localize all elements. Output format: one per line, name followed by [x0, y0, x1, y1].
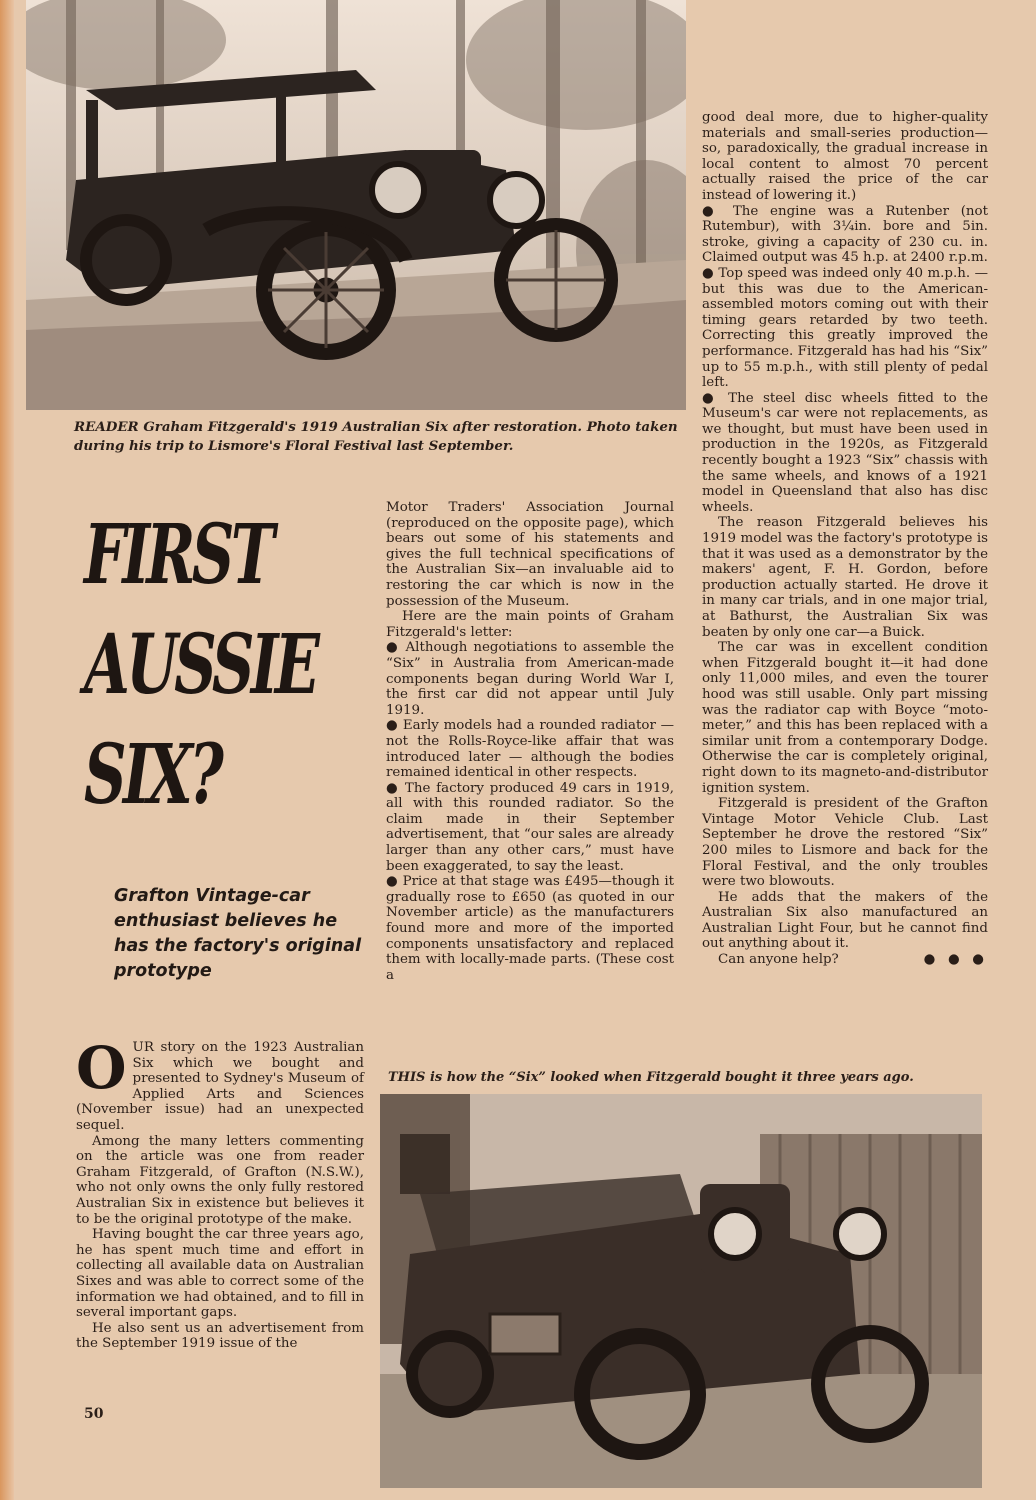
- paragraph: The reason Fitzgerald believes his 1919 model was the factory's prototype is that it was used as a demonstrator by the makers' agent, F. H. Gordon, before production actually started. He drove it in many car trials, and in one major trial, at Bathurst, the Australian Six was beaten by only one car—a Buick.: [702, 515, 988, 640]
- paragraph: Here are the main points of Graham Fitzgerald's letter:: [386, 609, 674, 640]
- bullet-point: ● The engine was a Rutenber (not Rutembur), with 3¼in. bore and 5in. stroke, giving a capacity of 230 cu. in. Claimed output was 45 h.p. at 2400 r.p.m.: [702, 203, 988, 266]
- paragraph: [76, 1034, 364, 1134]
- paragraph: Motor Traders' Association Journal (reproduced on the opposite page), which bears out some of his statements and gives the full technical specifications of the Australian Six—an invaluable aid to restoring the car which is now in the possession of the Museum.: [386, 500, 674, 609]
- end-mark: ● ● ●: [923, 951, 988, 968]
- headline-line-3: SIX?: [84, 727, 221, 823]
- bullet-point: ● The factory produced 49 cars in 1919, all with this rounded radiator. So the claim made in their September advertisement, that “our sales are already larger than any other cars,” must have been exaggerated, to say the least.: [386, 780, 674, 874]
- deck-subheading: Grafton Vintage-car enthusiast believes he has the factory's original prototype: [114, 886, 362, 981]
- closing-line: [702, 952, 988, 968]
- paragraph: Fitzgerald is president of the Grafton Vintage Motor Vehicle Club. Last September he drove the restored “Six” 200 miles to Lismore and back for the Floral Festival, and the only troubles were two blowouts.: [702, 796, 988, 890]
- drop-cap: O: [76, 1034, 127, 1102]
- paragraph: good deal more, due to higher-quality materials and small-series production—so, paradoxically, the gradual increase in local content to almost 70 percent actually raised the price of the car instead of lowering it.): [702, 110, 988, 203]
- paragraph: He also sent us an advertisement from the September 1919 issue of the: [76, 1320, 364, 1352]
- page-number: 50: [84, 1406, 104, 1422]
- paragraph: Having bought the car three years ago, he has spent much time and effort in collecting all available data on Australian Sixes and was able to correct some of the information we had obtained, and to fill in several important gaps.: [76, 1227, 364, 1321]
- bottom-photo-caption: THIS is how the “Six” looked when Fitzgerald bought it three years ago.: [388, 1070, 914, 1085]
- article-column-3: [702, 110, 988, 968]
- paragraph: The car was in excellent condition when Fitzgerald bought it—it had done only 11,000 miles, and even the tourer hood was still usable. Only part missing was the radiator cap with Boyce “moto-meter,” and this has been replaced with a similar unit from a contemporary Dodge. Otherwise the car is completely original, right down to its magneto-and-distributor ignition system.: [702, 640, 988, 796]
- restored-car-illustration: [26, 0, 686, 410]
- headline: [84, 500, 317, 830]
- paragraph: He adds that the makers of the Australian Six also manufactured an Australian Light Four, but he cannot find out anything about it.: [702, 889, 988, 952]
- bullet-point: ● Price at that stage was £495—though it gradually rose to £650 (as quoted in our November article) as the manufacturers found more and more of the imported components unsatisfactory and replaced them with locally-made parts. (These cost a: [386, 874, 674, 983]
- headline-line-2: AUSSIE: [84, 617, 317, 713]
- paragraph: Among the many letters commenting on the article was one from reader Graham Fitzgerald, of Grafton (N.S.W.), who not only owns the only fully restored Australian Six in existence but believes it to be the original prototype of the make.: [76, 1133, 364, 1227]
- paragraph-text: UR story on the 1923 Australian Six which we bought and presented to Sydney's Museum of Applied Arts and Sciences (November issue) had an unexpected sequel.: [76, 1040, 364, 1133]
- restored-car-photo: [26, 0, 686, 410]
- top-photo-caption: READER Graham Fitzgerald's 1919 Australian Six after restoration. Photo taken during his trip to Lismore's Floral Festival last September.: [74, 419, 678, 454]
- closing-question: Can anyone help?: [718, 952, 839, 968]
- bullet-point: ● Early models had a rounded radiator — not the Rolls-Royce-like affair that was introduced later — although the bodies remained identical in other respects.: [386, 718, 674, 781]
- unrestored-car-photo: [380, 1094, 982, 1488]
- bullet-point: ● Top speed was indeed only 40 m.p.h. — but this was due to the American-assembled motors coming out with their timing gears retarded by two teeth. Correcting this greatly improved the performance. Fitzgerald has had his “Six” up to 55 m.p.h., with still plenty of pedal left.: [702, 265, 988, 391]
- bullet-point: ● Although negotiations to assemble the “Six” in Australia from American-made components began during World War I, the first car did not appear until July 1919.: [386, 640, 674, 718]
- page-edge: [0, 0, 14, 1500]
- unrestored-car-illustration: [380, 1094, 982, 1488]
- bullet-point: ● The steel disc wheels fitted to the Museum's car were not replacements, as we thought, but must have been used in production in the 1920s, as Fitzgerald recently bought a 1923 “Six” chassis with the same wheels, and knows of a 1921 model in Queensland that also has disc wheels.: [702, 390, 988, 515]
- headline-line-1: FIRST: [84, 507, 272, 603]
- article-column-2: [386, 500, 674, 983]
- article-column-1: [76, 1034, 364, 1352]
